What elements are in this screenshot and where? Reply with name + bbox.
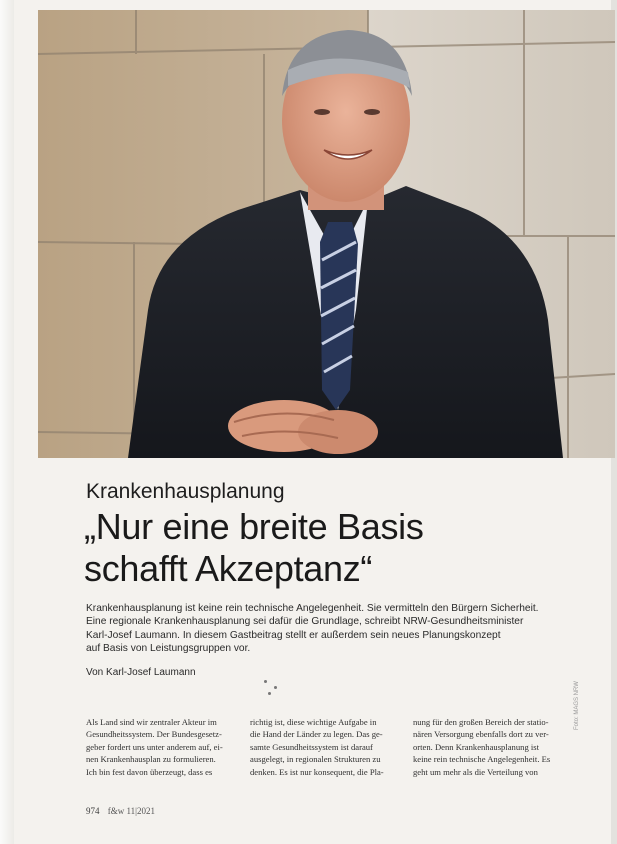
portrait-illustration — [38, 10, 615, 458]
body-line: richtig ist, diese wichtige Aufgabe in — [250, 717, 377, 727]
page-number: 974 — [86, 806, 100, 816]
page-edge — [0, 0, 14, 844]
body-column-2 — [250, 716, 392, 778]
body-line: Ich bin fest davon überzeugt, dass es — [86, 766, 213, 777]
body-line: keine rein technische Angelegenheit. Es — [413, 754, 551, 765]
decorative-dots — [262, 678, 282, 698]
lede-line: Karl-Josef Laumann. In diesem Gastbeitrag stellt er außerdem sein neues Planungskonzept — [86, 629, 501, 641]
portrait-photo — [38, 10, 615, 458]
body-line: Als Land sind wir zentraler Akteur im — [86, 717, 217, 727]
body-line: samte Gesundheitssystem ist darauf — [250, 741, 373, 752]
body-column-1 — [86, 716, 228, 778]
headline-line-2: schafft Akzeptanz“ — [84, 548, 373, 589]
body-line: orten. Denn Krankenhausplanung ist — [413, 741, 540, 752]
body-line: geber fordert uns unter anderem auf, ei- — [86, 741, 223, 752]
article-lede — [86, 602, 556, 655]
body-line: ausgelegt, in regionalen Strukturen zu — [250, 754, 381, 765]
body-line: nung für den großen Bereich der statio- — [413, 717, 549, 727]
byline: Von Karl-Josef Laumann — [86, 667, 196, 678]
body-column-3 — [413, 716, 555, 778]
body-line: Gesundheitssystem. Der Bundesgesetz- — [86, 729, 222, 740]
body-line: denken. Es ist nur konsequent, die Pla- — [250, 766, 384, 777]
photo-credit: Foto: MAGS NRW — [574, 681, 580, 730]
lede-line: Krankenhausplanung ist keine rein technische Angelegenheit. Sie vermitteln den Bürgern Sicherheit. — [86, 603, 539, 614]
lede-line: auf Basis von Leistungsgruppen vor. — [86, 642, 251, 654]
headline-line-1: „Nur eine breite Basis — [84, 506, 424, 547]
body-line: nen Krankenhausplan zu formulieren. — [86, 754, 216, 765]
body-line: geht um mehr als die Verteilung von — [413, 766, 538, 777]
lede-line: Eine regionale Krankenhausplanung sei dafür die Grundlage, schreibt NRW-Gesundheitsminister — [86, 616, 524, 628]
publication-name: f&w 11|2021 — [107, 806, 155, 816]
page-footer — [86, 806, 155, 816]
article-headline — [84, 506, 524, 590]
article-kicker: Krankenhausplanung — [86, 480, 285, 503]
body-line: die Hand der Länder zu legen. Das ge- — [250, 729, 383, 740]
body-line: nären Versorgung ebenfalls dort zu ver- — [413, 729, 549, 740]
